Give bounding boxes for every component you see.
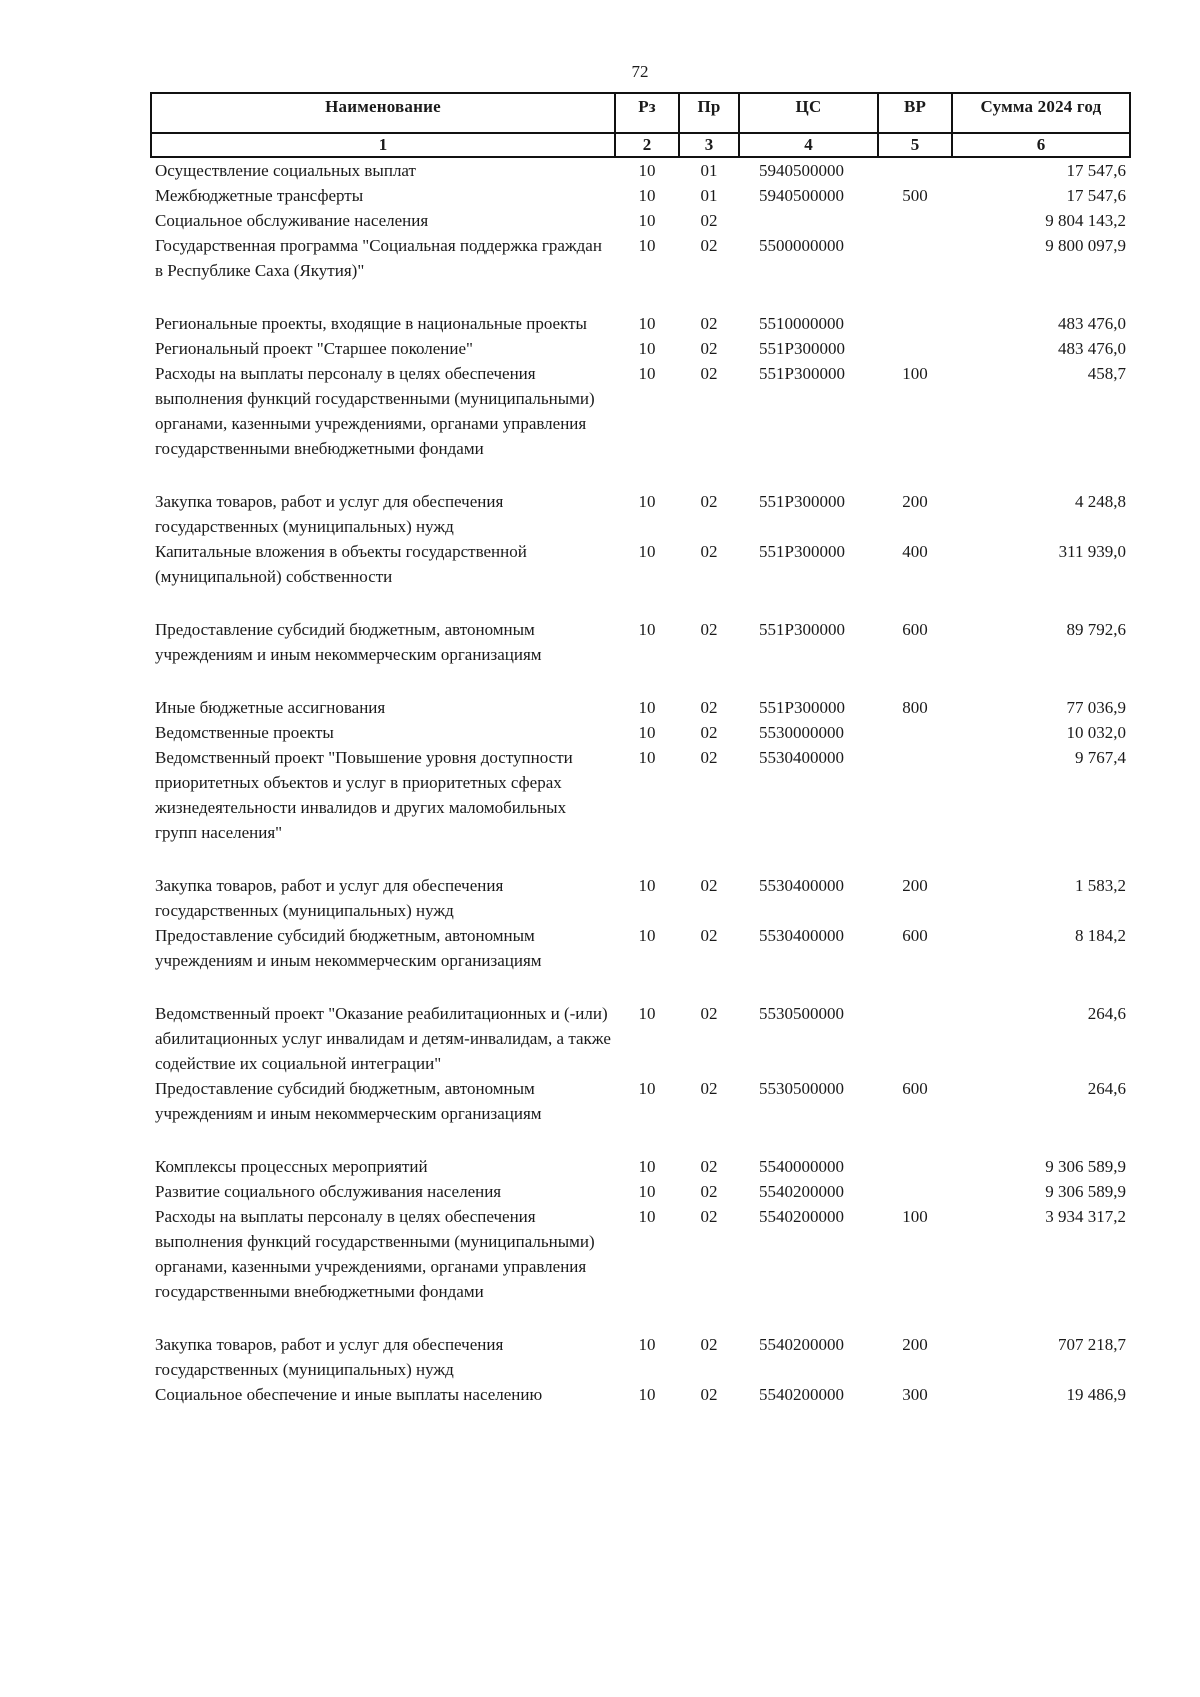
row-rz: 10 xyxy=(638,1335,656,1354)
row-vr: 600 xyxy=(902,926,928,945)
row-vr xyxy=(878,157,952,183)
page-number: 72 xyxy=(631,62,649,81)
row-vr: 100 xyxy=(902,1207,928,1226)
row-pr: 02 xyxy=(700,620,718,639)
row-cs: 5940500000 xyxy=(759,161,844,180)
column-number: 1 xyxy=(151,133,615,157)
row-pr: 02 xyxy=(700,1207,718,1226)
row-vr: 300 xyxy=(902,1385,928,1404)
row-sum: 9 800 097,9 xyxy=(1045,236,1126,255)
table-row xyxy=(151,695,1130,720)
row-sum: 458,7 xyxy=(1087,364,1126,383)
row-name: Расходы на выплаты персоналу в целях обеспечения выполнения функций государственными (муниципальными) органами, казенными учреждениями, органами управления государственными внебюджетными фондами xyxy=(155,364,595,458)
row-vr: 600 xyxy=(902,1079,928,1098)
row-pr: 02 xyxy=(700,364,718,383)
row-name: Расходы на выплаты персоналу в целях обеспечения выполнения функций государственными (муниципальными) органами, казенными учреждениями, органами управления государственными внебюджетными фондами xyxy=(155,1207,595,1301)
row-cs: 551P300000 xyxy=(759,364,845,383)
row-name: Закупка товаров, работ и услуг для обеспечения государственных (муниципальных) нужд xyxy=(155,492,504,536)
header-name: Наименование xyxy=(151,93,615,133)
row-cs: 5540000000 xyxy=(759,1157,844,1176)
row-vr xyxy=(878,745,952,873)
row-sum: 3 934 317,2 xyxy=(1045,1207,1126,1226)
row-cs: 551P300000 xyxy=(759,492,845,511)
row-rz: 10 xyxy=(638,186,656,205)
row-pr: 02 xyxy=(700,1079,718,1098)
row-pr: 02 xyxy=(700,723,718,742)
column-number: 5 xyxy=(878,133,952,157)
row-cs: 5940500000 xyxy=(759,186,844,205)
row-pr: 02 xyxy=(700,492,718,511)
row-name: Региональные проекты, входящие в национальные проекты xyxy=(155,314,587,333)
header-vr: ВР xyxy=(878,93,952,133)
column-number: 3 xyxy=(679,133,739,157)
row-name: Ведомственные проекты xyxy=(155,723,334,742)
row-vr xyxy=(878,233,952,311)
row-cs: 551P300000 xyxy=(759,542,845,561)
row-name: Государственная программа "Социальная поддержка граждан в Республике Саха (Якутия)" xyxy=(155,236,602,280)
row-vr: 200 xyxy=(902,492,928,511)
table-row xyxy=(151,233,1130,311)
row-vr: 800 xyxy=(902,698,928,717)
row-cs: 5540200000 xyxy=(759,1207,844,1226)
row-name: Ведомственный проект "Повышение уровня доступности приоритетных объектов и услуг в приоритетных сферах жизнедеятельности инвалидов и других маломобильных групп населения" xyxy=(155,748,573,842)
row-name: Развитие социального обслуживания населения xyxy=(155,1182,502,1201)
table-row xyxy=(151,617,1130,695)
row-cs: 5530500000 xyxy=(759,1079,844,1098)
row-rz: 10 xyxy=(638,1385,656,1404)
row-rz: 10 xyxy=(638,620,656,639)
row-rz: 10 xyxy=(638,723,656,742)
row-vr xyxy=(878,1154,952,1179)
row-rz: 10 xyxy=(638,926,656,945)
row-pr: 02 xyxy=(700,876,718,895)
table-row xyxy=(151,923,1130,1001)
row-cs: 551P300000 xyxy=(759,620,845,639)
column-number: 2 xyxy=(615,133,679,157)
row-vr xyxy=(878,1179,952,1204)
row-pr: 02 xyxy=(700,1182,718,1201)
table-row xyxy=(151,720,1130,745)
row-rz: 10 xyxy=(638,1079,656,1098)
row-vr: 500 xyxy=(902,186,928,205)
row-sum: 17 547,6 xyxy=(1066,161,1126,180)
row-vr: 400 xyxy=(902,542,928,561)
column-number-row xyxy=(151,133,1130,157)
row-pr: 02 xyxy=(700,1157,718,1176)
row-sum: 264,6 xyxy=(1087,1004,1126,1023)
row-cs: 5530500000 xyxy=(759,1004,844,1023)
table-row xyxy=(151,539,1130,617)
header-rz: Рз xyxy=(615,93,679,133)
row-pr: 01 xyxy=(700,161,718,180)
table-row xyxy=(151,745,1130,873)
row-pr: 02 xyxy=(700,1004,718,1023)
row-sum: 311 939,0 xyxy=(1058,542,1126,561)
table-header-row xyxy=(151,93,1130,133)
row-cs: 551P300000 xyxy=(759,339,845,358)
row-pr: 02 xyxy=(700,1335,718,1354)
row-name: Региональный проект "Старшее поколение" xyxy=(155,339,473,358)
row-vr: 200 xyxy=(902,876,928,895)
row-vr: 100 xyxy=(902,364,928,383)
row-cs: 5500000000 xyxy=(759,236,844,255)
row-name: Межбюджетные трансферты xyxy=(155,186,364,205)
table-row xyxy=(151,1382,1130,1407)
row-rz: 10 xyxy=(638,542,656,561)
row-vr xyxy=(878,208,952,233)
row-sum: 8 184,2 xyxy=(1075,926,1126,945)
row-cs: 5540200000 xyxy=(759,1385,844,1404)
row-name: Осуществление социальных выплат xyxy=(155,161,416,180)
row-vr xyxy=(878,336,952,361)
row-sum: 17 547,6 xyxy=(1066,186,1126,205)
table-row xyxy=(151,1204,1130,1332)
row-rz: 10 xyxy=(638,1207,656,1226)
table-row xyxy=(151,1154,1130,1179)
table-row xyxy=(151,1179,1130,1204)
table-row xyxy=(151,208,1130,233)
table-row xyxy=(151,157,1130,183)
row-name: Ведомственный проект "Оказание реабилитационных и (-или) абилитационных услуг инвалидам и детям-инвалидам, а также содействие их социальной интеграции" xyxy=(155,1004,611,1073)
row-sum: 9 306 589,9 xyxy=(1045,1182,1126,1201)
row-rz: 10 xyxy=(638,1157,656,1176)
row-name: Закупка товаров, работ и услуг для обеспечения государственных (муниципальных) нужд xyxy=(155,1335,504,1379)
row-name: Капитальные вложения в объекты государственной (муниципальной) собственности xyxy=(155,542,527,586)
row-vr: 600 xyxy=(902,620,928,639)
table-row xyxy=(151,311,1130,336)
row-sum: 9 804 143,2 xyxy=(1045,211,1126,230)
row-rz: 10 xyxy=(638,698,656,717)
row-sum: 10 032,0 xyxy=(1066,723,1126,742)
row-rz: 10 xyxy=(638,364,656,383)
row-name: Предоставление субсидий бюджетным, автономным учреждениям и иным некоммерческим организациям xyxy=(155,926,542,970)
row-rz: 10 xyxy=(638,236,656,255)
row-sum: 4 248,8 xyxy=(1075,492,1126,511)
row-rz: 10 xyxy=(638,748,656,767)
row-sum: 483 476,0 xyxy=(1058,314,1126,333)
row-name: Социальное обслуживание населения xyxy=(155,211,429,230)
table-row xyxy=(151,336,1130,361)
row-sum: 264,6 xyxy=(1087,1079,1126,1098)
row-cs: 551P300000 xyxy=(759,698,845,717)
row-vr xyxy=(878,1001,952,1076)
header-sum: Сумма 2024 год xyxy=(952,93,1130,133)
row-sum: 483 476,0 xyxy=(1058,339,1126,358)
row-rz: 10 xyxy=(638,1182,656,1201)
row-rz: 10 xyxy=(638,492,656,511)
row-pr: 02 xyxy=(700,698,718,717)
column-number: 4 xyxy=(739,133,878,157)
row-cs: 5530000000 xyxy=(759,723,844,742)
column-number: 6 xyxy=(952,133,1130,157)
row-vr: 200 xyxy=(902,1335,928,1354)
row-cs: 5530400000 xyxy=(759,748,844,767)
row-sum: 89 792,6 xyxy=(1066,620,1126,639)
row-rz: 10 xyxy=(638,211,656,230)
table-row xyxy=(151,183,1130,208)
header-cs: ЦС xyxy=(739,93,878,133)
row-sum: 707 218,7 xyxy=(1058,1335,1126,1354)
budget-table xyxy=(150,92,1131,1407)
row-pr: 01 xyxy=(700,186,718,205)
header-pr: Пр xyxy=(679,93,739,133)
row-pr: 02 xyxy=(700,236,718,255)
row-rz: 10 xyxy=(638,876,656,895)
row-name: Предоставление субсидий бюджетным, автономным учреждениям и иным некоммерческим организациям xyxy=(155,1079,542,1123)
row-name: Закупка товаров, работ и услуг для обеспечения государственных (муниципальных) нужд xyxy=(155,876,504,920)
row-pr: 02 xyxy=(700,1385,718,1404)
table-row xyxy=(151,361,1130,489)
row-rz: 10 xyxy=(638,1004,656,1023)
row-pr: 02 xyxy=(700,542,718,561)
row-pr: 02 xyxy=(700,314,718,333)
row-pr: 02 xyxy=(700,211,718,230)
row-pr: 02 xyxy=(700,926,718,945)
row-cs xyxy=(739,208,878,233)
row-name: Предоставление субсидий бюджетным, автономным учреждениям и иным некоммерческим организациям xyxy=(155,620,542,664)
row-name: Комплексы процессных мероприятий xyxy=(155,1157,428,1176)
row-sum: 1 583,2 xyxy=(1075,876,1126,895)
row-cs: 5530400000 xyxy=(759,926,844,945)
row-rz: 10 xyxy=(638,339,656,358)
table-row xyxy=(151,873,1130,923)
row-vr xyxy=(878,311,952,336)
table-row xyxy=(151,1332,1130,1382)
row-cs: 5540200000 xyxy=(759,1182,844,1201)
table-row xyxy=(151,489,1130,539)
row-pr: 02 xyxy=(700,748,718,767)
row-cs: 5510000000 xyxy=(759,314,844,333)
row-rz: 10 xyxy=(638,161,656,180)
row-rz: 10 xyxy=(638,314,656,333)
row-sum: 77 036,9 xyxy=(1066,698,1126,717)
row-sum: 19 486,9 xyxy=(1066,1385,1126,1404)
table-row xyxy=(151,1001,1130,1076)
row-vr xyxy=(878,720,952,745)
row-pr: 02 xyxy=(700,339,718,358)
row-sum: 9 767,4 xyxy=(1075,748,1126,767)
row-name: Иные бюджетные ассигнования xyxy=(155,698,386,717)
row-cs: 5540200000 xyxy=(759,1335,844,1354)
row-name: Социальное обеспечение и иные выплаты населению xyxy=(155,1385,543,1404)
row-cs: 5530400000 xyxy=(759,876,844,895)
row-sum: 9 306 589,9 xyxy=(1045,1157,1126,1176)
table-row xyxy=(151,1076,1130,1154)
